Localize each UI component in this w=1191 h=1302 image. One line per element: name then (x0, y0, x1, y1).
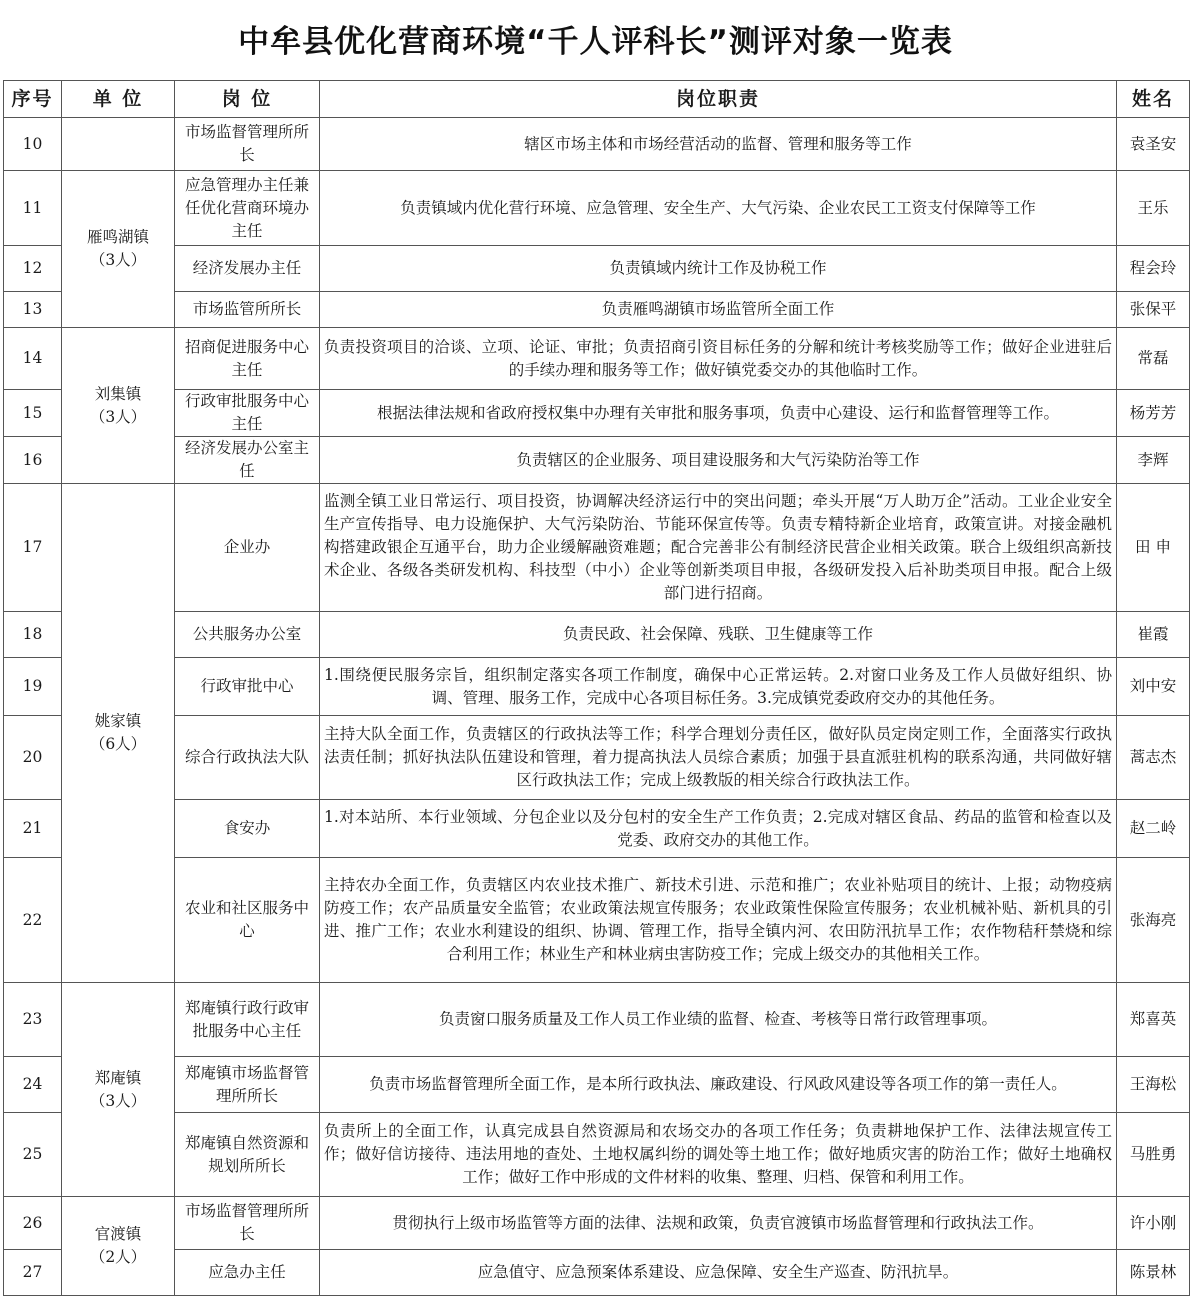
unit-count: （3人） (89, 1091, 147, 1110)
row-post: 行政审批服务中心主任 (175, 390, 320, 437)
unit-cell (62, 1197, 175, 1296)
row-post: 经济发展办主任 (175, 246, 320, 292)
row-seq: 15 (4, 390, 62, 437)
header-post: 岗 位 (175, 81, 320, 118)
row-duty: 1.对本站所、本行业领域、分包企业以及分包村的安全生产工作负责；2.完成对辖区食品、药品的监管和检查以及党委、政府交办的其他工作。 (320, 800, 1117, 858)
unit-name: 官渡镇 (94, 1225, 142, 1243)
row-name: 马胜勇 (1117, 1113, 1190, 1197)
row-seq: 14 (4, 328, 62, 390)
row-duty: 负责民政、社会保障、残联、卫生健康等工作 (320, 612, 1117, 658)
row-duty: 负责市场监督管理所全面工作，是本所行政执法、廉政建设、行风政风建设等各项工作的第一责任人。 (320, 1057, 1117, 1113)
row-name: 常磊 (1117, 328, 1190, 390)
row-post: 市场监督管理所所长 (175, 1197, 320, 1250)
unit-cell (62, 983, 175, 1197)
row-name: 郑喜英 (1117, 983, 1190, 1057)
row-post: 应急管理办主任兼任优化营商环境办主任 (175, 171, 320, 246)
row-post: 应急办主任 (175, 1250, 320, 1296)
row-name: 王海松 (1117, 1057, 1190, 1113)
row-duty: 负责雁鸣湖镇市场监管所全面工作 (320, 292, 1117, 328)
unit-cell (62, 118, 175, 171)
unit-cell (62, 328, 175, 484)
row-seq: 16 (4, 437, 62, 484)
row-post: 企业办 (175, 484, 320, 612)
row-name: 杨芳芳 (1117, 390, 1190, 437)
row-seq: 27 (4, 1250, 62, 1296)
unit-cell (62, 484, 175, 983)
table-row (4, 800, 1190, 858)
table-row (4, 858, 1190, 983)
row-name: 赵二岭 (1117, 800, 1190, 858)
row-seq: 23 (4, 983, 62, 1057)
row-post: 市场监管所所长 (175, 292, 320, 328)
header-row (4, 81, 1190, 118)
row-name: 崔霞 (1117, 612, 1190, 658)
table-row (4, 328, 1190, 390)
unit-count: （2人） (89, 1248, 147, 1266)
unit-name: 刘集镇 (94, 384, 142, 403)
table-row (4, 1250, 1190, 1296)
table-row (4, 437, 1190, 484)
table-row (4, 390, 1190, 437)
row-duty: 负责辖区的企业服务、项目建设服务和大气污染防治等工作 (320, 437, 1117, 484)
row-name: 程会玲 (1117, 246, 1190, 292)
unit-cell (62, 171, 175, 328)
table-row (4, 171, 1190, 246)
row-seq: 18 (4, 612, 62, 658)
row-name: 许小刚 (1117, 1197, 1190, 1250)
row-post: 食安办 (175, 800, 320, 858)
row-name: 田 申 (1117, 484, 1190, 612)
row-seq: 19 (4, 658, 62, 716)
row-name: 王乐 (1117, 171, 1190, 246)
row-seq: 10 (4, 118, 62, 171)
row-seq: 17 (4, 484, 62, 612)
row-seq: 24 (4, 1057, 62, 1113)
row-post: 招商促进服务中心主任 (175, 328, 320, 390)
row-seq: 11 (4, 171, 62, 246)
row-post: 综合行政执法大队 (175, 716, 320, 800)
row-duty: 负责镇域内优化营行环境、应急管理、安全生产、大气污染、企业农民工工资支付保障等工作 (320, 171, 1117, 246)
row-post: 行政审批中心 (175, 658, 320, 716)
row-duty: 根据法律法规和省政府授权集中办理有关审批和服务事项，负责中心建设、运行和监督管理等工作。 (320, 390, 1117, 437)
unit-count: （3人） (89, 251, 147, 269)
row-name: 张保平 (1117, 292, 1190, 328)
unit-name: 雁鸣湖镇 (86, 228, 149, 246)
row-post: 郑庵镇行政行政审批服务中心主任 (175, 983, 320, 1057)
row-seq: 12 (4, 246, 62, 292)
unit-count: （6人） (89, 735, 147, 753)
row-name: 张海亮 (1117, 858, 1190, 983)
unit-name: 姚家镇 (94, 712, 142, 730)
table-row (4, 1057, 1190, 1113)
row-name: 陈景林 (1117, 1250, 1190, 1296)
row-seq: 13 (4, 292, 62, 328)
row-duty: 贯彻执行上级市场监管等方面的法律、法规和政策，负责官渡镇市场监督管理和行政执法工作。 (320, 1197, 1117, 1250)
row-duty: 负责镇域内统计工作及协税工作 (320, 246, 1117, 292)
row-post: 郑庵镇市场监督管理所所长 (175, 1057, 320, 1113)
unit-name: 郑庵镇 (94, 1068, 142, 1087)
row-post: 公共服务办公室 (175, 612, 320, 658)
row-duty: 主持农办全面工作，负责辖区内农业技术推广、新技术引进、示范和推广；农业补贴项目的统计、上报；动物疫病防疫工作；农产品质量安全监管；农业政策法规宣传服务；农业政策性保险宣传服务；农业机械补贴、新机具的引进、推广工作；农业水利建设的组织、协调、管理工作，指导全镇内河、农田防汛抗旱工作；农作物秸秆禁烧和综合利用工作；林业生产和林业病虫害防疫工作；完成上级交办的其他相关工作。 (320, 858, 1117, 983)
header-duty: 岗位职责 (320, 81, 1117, 118)
row-post: 郑庵镇自然资源和规划所所长 (175, 1113, 320, 1197)
row-duty: 负责投资项目的洽谈、立项、论证、审批；负责招商引资目标任务的分解和统计考核奖励等工作；做好企业进驻后的手续办理和服务等工作；做好镇党委交办的其他临时工作。 (320, 328, 1117, 390)
row-name: 袁圣安 (1117, 118, 1190, 171)
row-seq: 25 (4, 1113, 62, 1197)
table-row (4, 1113, 1190, 1197)
evaluation-table (3, 80, 1190, 1296)
row-seq: 22 (4, 858, 62, 983)
row-seq: 26 (4, 1197, 62, 1250)
row-duty: 主持大队全面工作，负责辖区的行政执法等工作；科学合理划分责任区，做好队员定岗定则工作，全面落实行政执法责任制；抓好执法队伍建设和管理，着力提高执法人员综合素质；加强于县直派驻机构的联系沟通，共同做好辖区行政执法工作；完成上级教版的相关综合行政执法工作。 (320, 716, 1117, 800)
row-name: 李辉 (1117, 437, 1190, 484)
unit-count: （3人） (89, 407, 147, 426)
row-post: 经济发展办公室主任 (175, 437, 320, 484)
header-seq: 序号 (4, 81, 62, 118)
table-row (4, 1197, 1190, 1250)
table-row (4, 983, 1190, 1057)
header-name: 姓名 (1117, 81, 1190, 118)
row-name: 刘中安 (1117, 658, 1190, 716)
row-duty: 应急值守、应急预案体系建设、应急保障、安全生产巡查、防汛抗旱。 (320, 1250, 1117, 1296)
row-duty: 监测全镇工业日常运行、项目投资，协调解决经济运行中的突出问题；牵头开展“万人助万企”活动。工业企业安全生产宣传指导、电力设施保护、大气污染防治、节能环保宣传等。负责专精特新企业培育，政策宣讲。对接金融机构搭建政银企互通平台，助力企业缓解融资难题；配合完善非公有制经济民营企业相关政策。联合上级组织高新技术企业、各级各类研发机构、科技型（中小）企业等创新类项目申报，各级研发投入后补助类项目申报。配合上级部门进行招商。 (320, 484, 1117, 612)
table-row (4, 484, 1190, 612)
row-seq: 21 (4, 800, 62, 858)
row-name: 蒿志杰 (1117, 716, 1190, 800)
row-duty: 负责所上的全面工作，认真完成县自然资源局和农场交办的各项工作任务；负责耕地保护工作、法律法规宣传工作；做好信访接待、违法用地的查处、土地权属纠纷的调处等土地工作；做好地质灾害的防治工作；做好土地确权工作；做好工作中形成的文件材料的收集、整理、归档、保管和利用工作。 (320, 1113, 1117, 1197)
table-row (4, 118, 1190, 171)
row-duty: 辖区市场主体和市场经营活动的监督、管理和服务等工作 (320, 118, 1117, 171)
table-row (4, 658, 1190, 716)
table-row (4, 292, 1190, 328)
header-unit: 单 位 (62, 81, 175, 118)
row-duty: 负责窗口服务质量及工作人员工作业绩的监督、检查、考核等日常行政管理事项。 (320, 983, 1117, 1057)
row-post: 农业和社区服务中心 (175, 858, 320, 983)
table-row (4, 716, 1190, 800)
table-row (4, 612, 1190, 658)
page-title: 中牟县优化营商环境“千人评科长”测评对象一览表 (238, 24, 953, 60)
row-duty: 1.围绕便民服务宗旨，组织制定落实各项工作制度，确保中心正常运转。2.对窗口业务及工作人员做好组织、协调、管理、服务工作，完成中心各项目标任务。3.完成镇党委政府交办的其他任务。 (320, 658, 1117, 716)
row-post: 市场监督管理所所长 (175, 118, 320, 171)
row-seq: 20 (4, 716, 62, 800)
table-row (4, 246, 1190, 292)
